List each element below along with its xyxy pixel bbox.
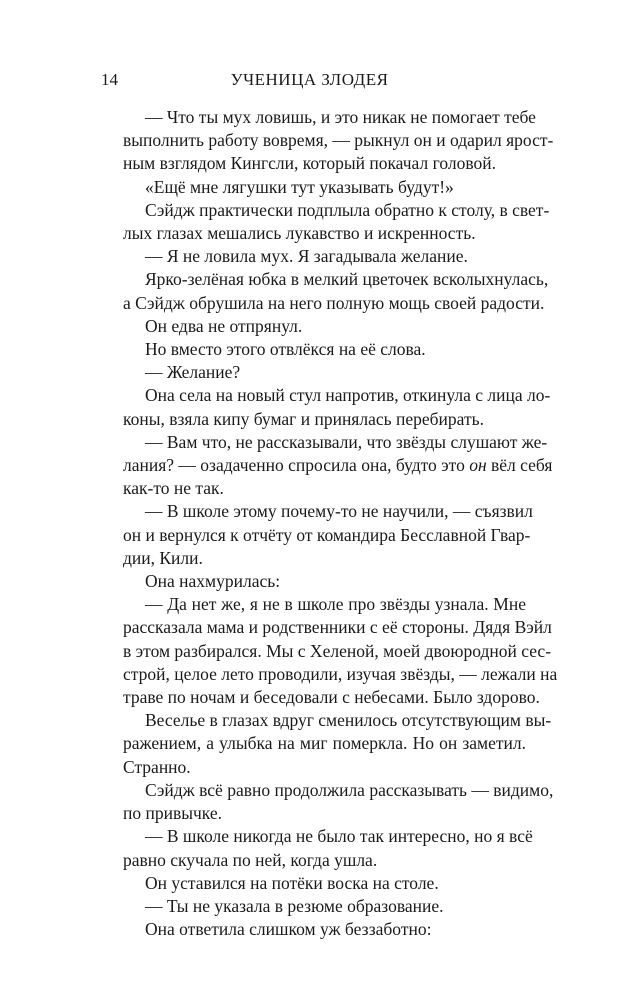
text-line: Сэйдж всё равно продолжила рассказывать — видимо,: [145, 779, 554, 800]
paragraph: [101, 176, 526, 199]
text-line: Он уставился на потёки воска на столе.: [145, 872, 439, 893]
text-line: — В школе этому почему-то не научили, — съязвил: [145, 501, 533, 522]
paragraph: [101, 570, 526, 593]
text-line: он и вернулся к отчёту от командира Бесславной Гвар-: [123, 524, 531, 545]
paragraph: [101, 384, 551, 430]
text-line: строй, целое лето проводили, изучая звёзды, — лежали на: [123, 663, 558, 684]
text-line: лых глазах мешались лукавство и искренность.: [123, 223, 476, 244]
text-line: выполнить работу вовремя, — рыкнул он и одарил ярост-: [123, 130, 554, 151]
paragraph: [101, 245, 526, 268]
text-line: — Да нет же, я не в школе про звёзды узнала. Мне: [145, 594, 526, 615]
text-line: как-то не так.: [123, 478, 224, 499]
text-run: вёл себя: [486, 455, 553, 476]
text-line: по привычке.: [123, 803, 223, 824]
emphasized-word: он: [469, 455, 487, 476]
paragraph: [101, 431, 553, 501]
text-line: равно скучала по ней, когда ушла.: [123, 849, 378, 870]
paragraph: [101, 315, 526, 338]
paragraph: [101, 500, 533, 570]
paragraph: [101, 199, 550, 245]
text-line: Но вместо этого отвлёкся на её слова.: [145, 339, 426, 360]
text-line: Странно.: [123, 756, 191, 777]
paragraph: [101, 918, 526, 941]
text-line: траве по ночам и беседовали с небесами. Было здорово.: [123, 687, 540, 708]
paragraph: [101, 895, 526, 918]
text-line: ражением, а улыбка на миг померкла. Но он заметил.: [123, 733, 526, 754]
text-line: — Что ты мух ловишь, и это никак не помогает тебе: [145, 107, 536, 127]
text-line: Ярко-зелёная юбка в мелкий цветочек всколыхнулась,: [145, 269, 549, 290]
running-title: УЧЕНИЦА ЗЛОДЕЯ: [230, 70, 389, 89]
text-line: [101, 454, 553, 477]
text-line: — Ты не указала в резюме образование.: [145, 895, 444, 916]
text-run: лания? — озадаченно спросила она, будто это: [123, 455, 470, 476]
text-line: Она нахмурилась:: [145, 571, 281, 592]
page-number: 14: [101, 70, 118, 89]
text-line: — Вам что, не рассказывали, что звёзды слушают же-: [145, 431, 548, 452]
paragraph: [101, 593, 558, 709]
paragraph: [101, 268, 549, 314]
text-line: «Ещё мне лягушки тут указывать будут!»: [145, 176, 454, 197]
paragraph: [101, 361, 526, 384]
paragraph: [101, 709, 552, 779]
text-line: в этом разбирался. Мы с Хеленой, моей двоюродной сес-: [123, 640, 552, 661]
body-text: [101, 106, 558, 941]
text-line: а Сэйдж обрушила на него полную мощь своей радости.: [123, 292, 545, 313]
paragraph: [101, 825, 533, 871]
text-line: — Я не ловила мух. Я загадывала желание.: [145, 246, 468, 267]
text-line: Сэйдж практически подплыла обратно к столу, в свет-: [145, 199, 550, 220]
text-line: Она ответила слишком уж беззаботно:: [145, 919, 432, 940]
text-line: Она села на новый стул напротив, откинула с лица ло-: [145, 385, 551, 406]
text-line: — Желание?: [145, 362, 241, 383]
paragraph: [101, 872, 526, 895]
paragraph: [101, 338, 526, 361]
text-line: ным взглядом Кингсли, который покачал головой.: [123, 153, 496, 174]
paragraph: [101, 779, 554, 825]
paragraph: [101, 106, 554, 176]
text-line: дии, Кили.: [123, 547, 203, 568]
text-line: коны, взяла кипу бумаг и принялась перебирать.: [123, 408, 484, 429]
text-line: — В школе никогда не было так интересно, но я всё: [145, 826, 533, 847]
text-line: Веселье в глазах вдруг сменилось отсутствующим вы-: [145, 710, 552, 731]
text-line: Он едва не отпрянул.: [145, 315, 303, 336]
text-line: рассказала мама и родственники с её стороны. Дядя Вэйл: [123, 617, 552, 638]
